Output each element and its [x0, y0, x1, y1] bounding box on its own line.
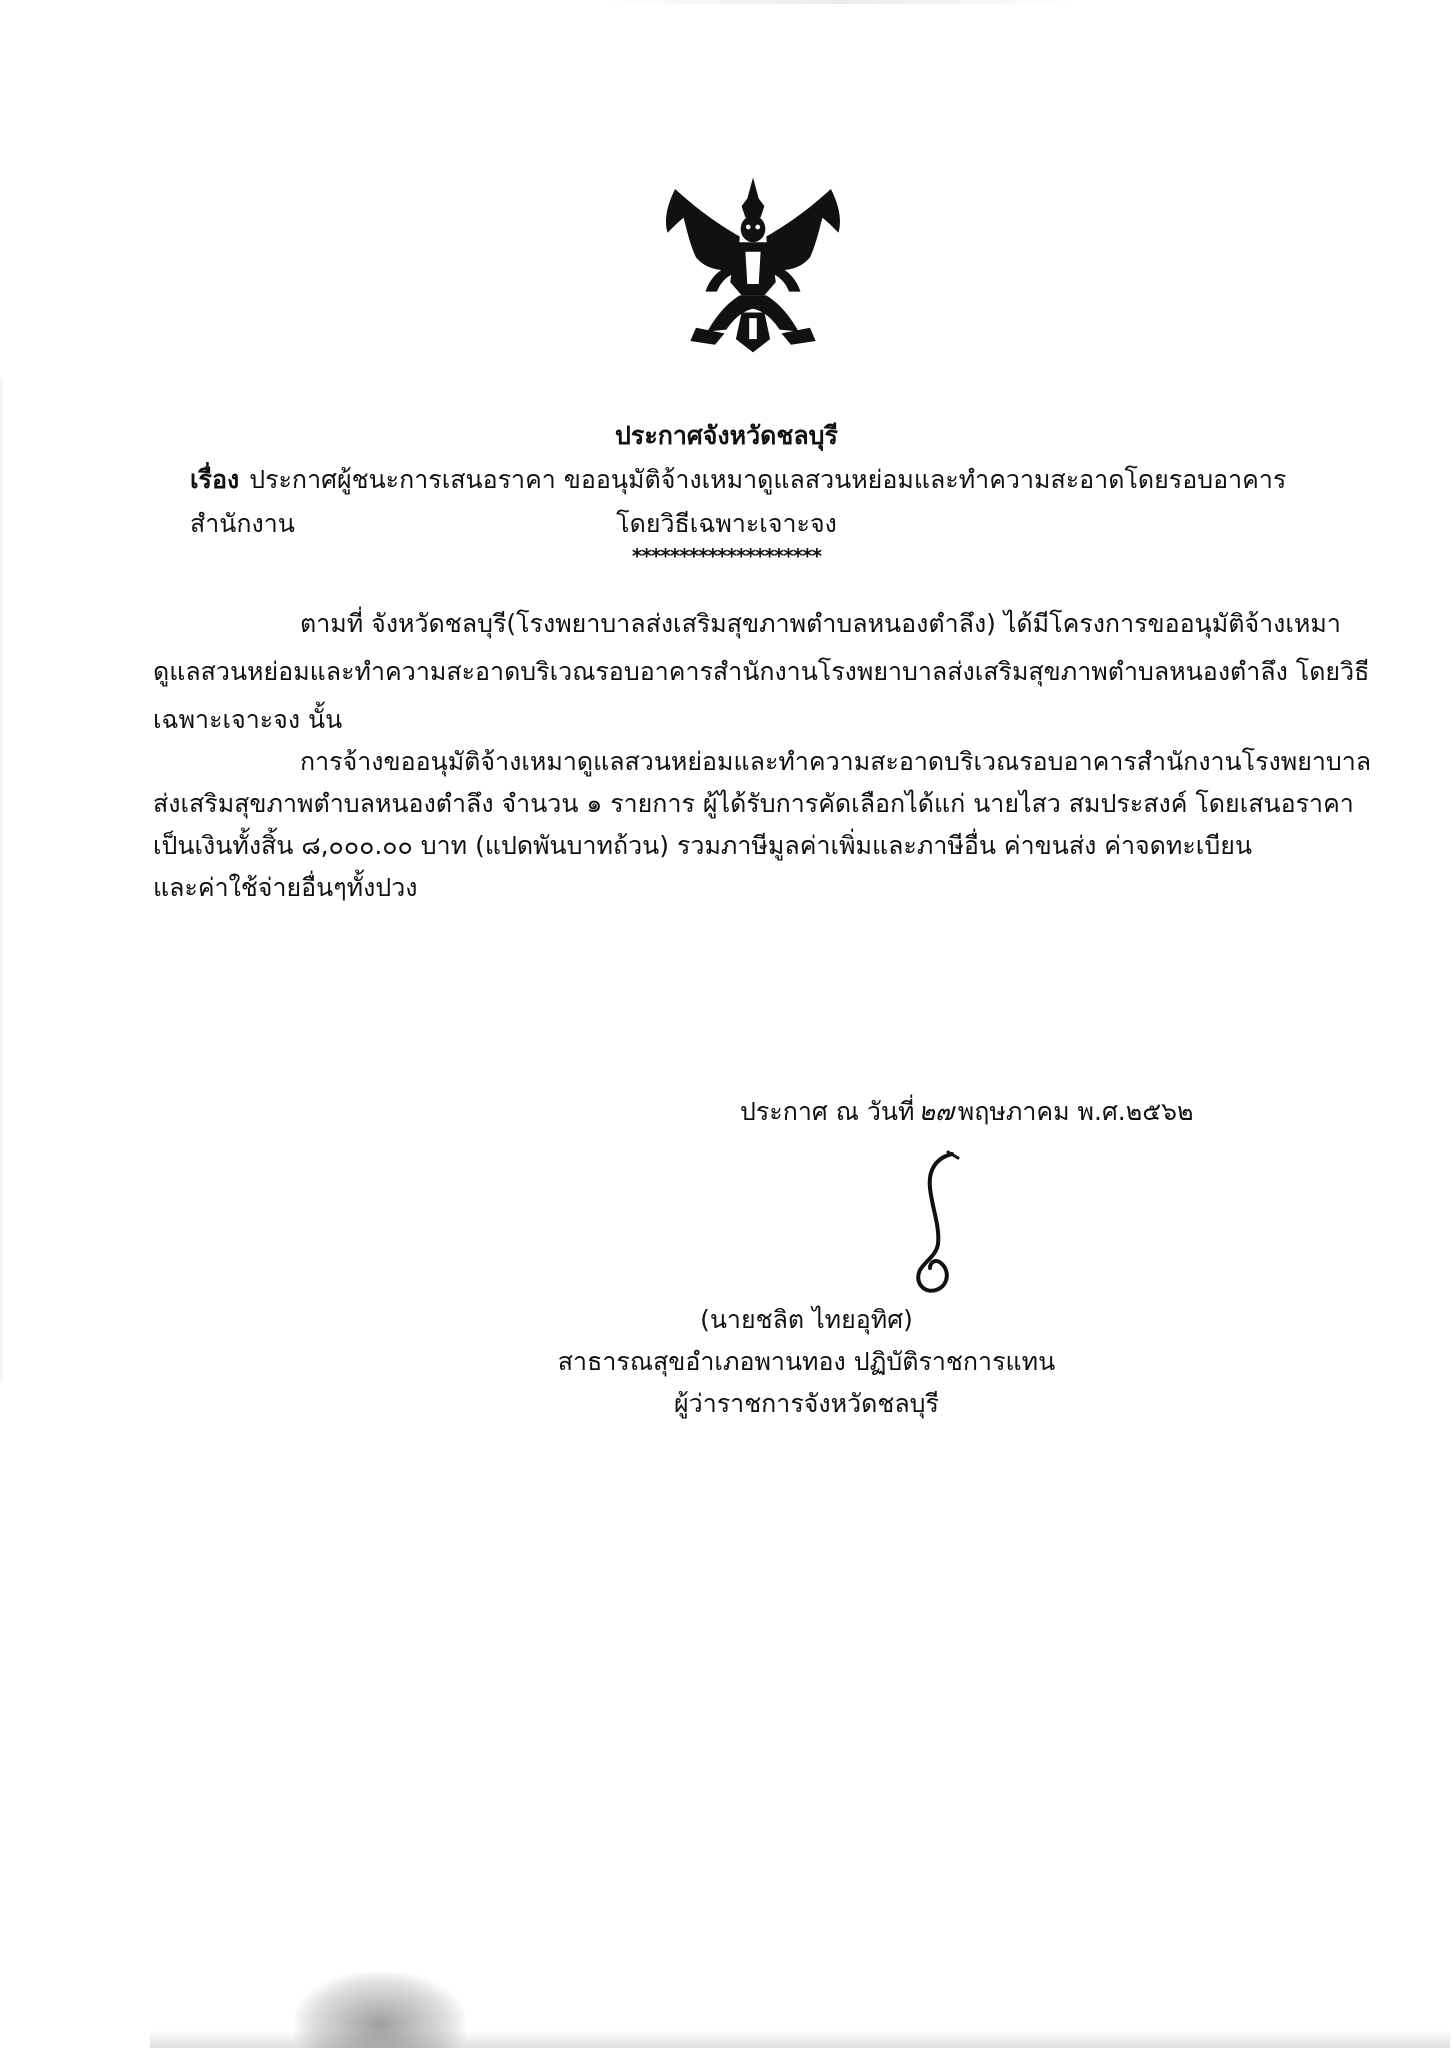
separator-stars: ********************: [631, 544, 822, 568]
date-prefix: ประกาศ ณ วันที่: [740, 1097, 915, 1126]
announcement-title: ประกาศจังหวัดชลบุรี: [615, 421, 838, 450]
scan-edge-bottom: [150, 2030, 1450, 2048]
subject-text: ประกาศผู้ชนะการเสนอราคา ขออนุมัติจ้างเหมาดูแลสวนหย่อมและทำความสะอาดโดยรอบอาคารสำนักงาน: [190, 465, 1287, 538]
garuda-emblem-icon: [658, 170, 848, 360]
scan-edge-top: [600, 0, 1080, 4]
signatory-name: (นายชลิต ไทยอุทิศ): [700, 1305, 913, 1334]
signatory-position: สาธารณสุขอำเภอพานทอง ปฏิบัติราชการแทน: [557, 1347, 1056, 1376]
signatory-authority: ผู้ว่าราชการจังหวัดชลบุรี: [674, 1389, 939, 1418]
body-line-3: เฉพาะเจาะจง นั้น: [153, 705, 343, 734]
body-line-1: ตามที่ จังหวัดชลบุรี(โรงพยาบาลส่งเสริมสุขภาพตำบลหนองตำลึง) ได้มีโครงการขออนุมัติจ้างเหมา: [300, 609, 1341, 638]
subject-method: โดยวิธีเฉพาะเจาะจง: [616, 509, 837, 538]
body-line-6: เป็นเงินทั้งสิ้น ๘,๐๐๐.๐๐ บาท (แปดพันบาทถ้วน) รวมภาษีมูลค่าเพิ่มและภาษีอื่น ค่าขนส่ง ค่าจดทะเบียน: [153, 831, 1252, 860]
body-line-4: การจ้างขออนุมัติจ้างเหมาดูแลสวนหย่อมและทำความสะอาดบริเวณรอบอาคารสำนักงานโรงพยาบาล: [300, 747, 1372, 776]
body-line-5: ส่งเสริมสุขภาพตำบลหนองตำลึง จำนวน ๑ รายการ ผู้ได้รับการคัดเลือกได้แก่ นายไสว สมประสงค์ โดยเสนอราคา: [153, 789, 1354, 818]
body-line-2: ดูแลสวนหย่อมและทำความสะอาดบริเวณรอบอาคารสำนักงานโรงพยาบาลส่งเสริมสุขภาพตำบลหนองตำลึง โดยวิธี: [153, 657, 1370, 686]
subject-label: เรื่อง: [190, 465, 240, 494]
date-day: ๒๗: [918, 1097, 954, 1126]
announcement-date: [740, 1092, 1194, 1132]
date-suffix: พฤษภาคม พ.ศ.๒๕๖๒: [957, 1097, 1194, 1126]
body-line-7: และค่าใช้จ่ายอื่นๆทั้งปวง: [153, 873, 418, 902]
handwritten-signature-icon: [900, 1148, 970, 1298]
